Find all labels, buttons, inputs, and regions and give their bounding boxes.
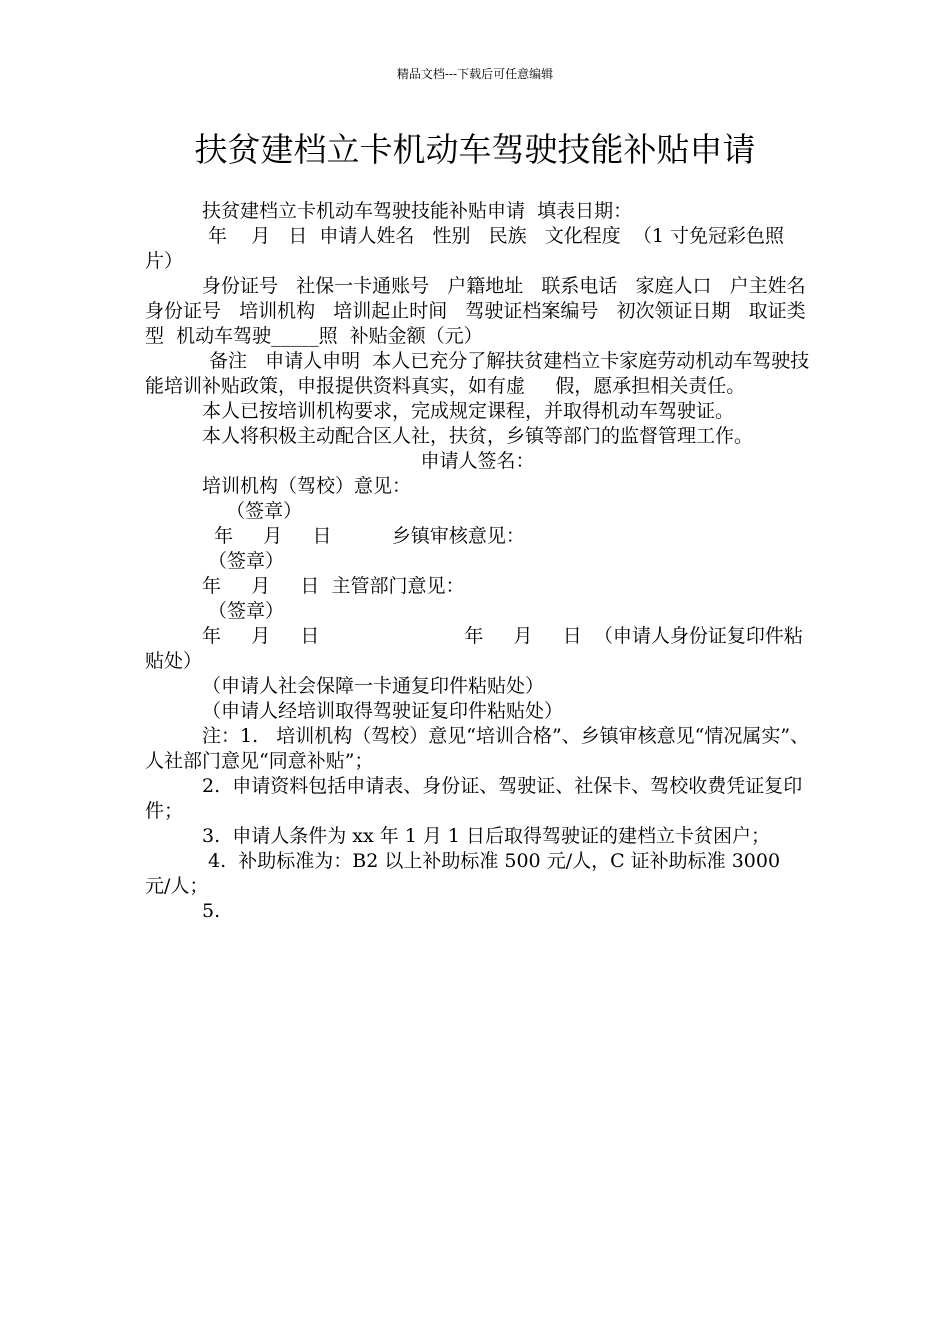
applicant-signature-line: 申请人签名： (420, 450, 535, 472)
note-2: 2. 申请资料包括申请表、身份证、驾驶证、社保卡、驾校收费凭证复印件； (145, 775, 803, 822)
seal-line-1: （签章） (202, 500, 303, 522)
seal-line-2: （签章） (202, 550, 285, 572)
date-department-opinion-line: 年 月 日 主管部门意见： (202, 575, 465, 597)
note-3: 3. 申请人条件为 xx 年 1 月 1 日后取得驾驶证的建档立卡贫困户； (202, 825, 771, 847)
note-4: 4. 补助标准为：B2 以上补助标准 500 元/人，C 证补助标准 3000 元/人； (145, 850, 787, 897)
date-township-review-line: 年 月 日 乡镇审核意见： (202, 525, 525, 547)
document-title: 扶贫建档立卡机动车驾驶技能补贴申请 (194, 130, 756, 169)
driving-school-opinion-line: 培训机构（驾校）意见： (202, 475, 412, 497)
intro-line: 扶贫建档立卡机动车驾驶技能补贴申请 填表日期： (202, 200, 633, 222)
note-5: 5. (202, 900, 221, 922)
cooperation-paragraph: 本人将积极主动配合区人社，扶贫，乡镇等部门的监督管理工作。 (202, 425, 754, 447)
date-id-copy-line: 年 月 日 年 月 日 （申请人身份证复印件粘贴处） (145, 625, 803, 672)
note-1: 注：1. 培训机构（驾校）意见“培训合格”、乡镇审核意见“情况属实”、人社部门意见“同意补贴”； (145, 725, 810, 772)
social-card-copy-line: （申请人社会保障一卡通复印件粘贴处） (202, 675, 545, 697)
declaration-paragraph: 备注 申请人申明 本人已充分了解扶贫建档立卡家庭劳动机动车驾驶技能培训补贴政策，申报提供资料真实，如有虚 假，愿承担相关责任。 (145, 350, 810, 397)
page-header-watermark: 精品文档---下载后可任意编辑 (396, 67, 554, 81)
identity-fields-line: 身份证号 社保一卡通账号 户籍地址 联系电话 家庭人口 户主姓名 身份证号 培训机构 培训起止时间 驾驶证档案编号 初次领证日期 取证类型 机动车驾驶_____照 补贴金额（元） (145, 275, 824, 347)
training-completed-paragraph: 本人已按培训机构要求，完成规定课程，并取得机动车驾驶证。 (202, 400, 735, 422)
applicant-fields-line: 年 月 日 申请人姓名 性别 民族 文化程度 （1 寸免冠彩色照片） (145, 225, 784, 272)
seal-line-3: （签章） (202, 600, 285, 622)
license-copy-line: （申请人经培训取得驾驶证复印件粘贴处） (202, 700, 564, 722)
document-body (145, 199, 824, 924)
